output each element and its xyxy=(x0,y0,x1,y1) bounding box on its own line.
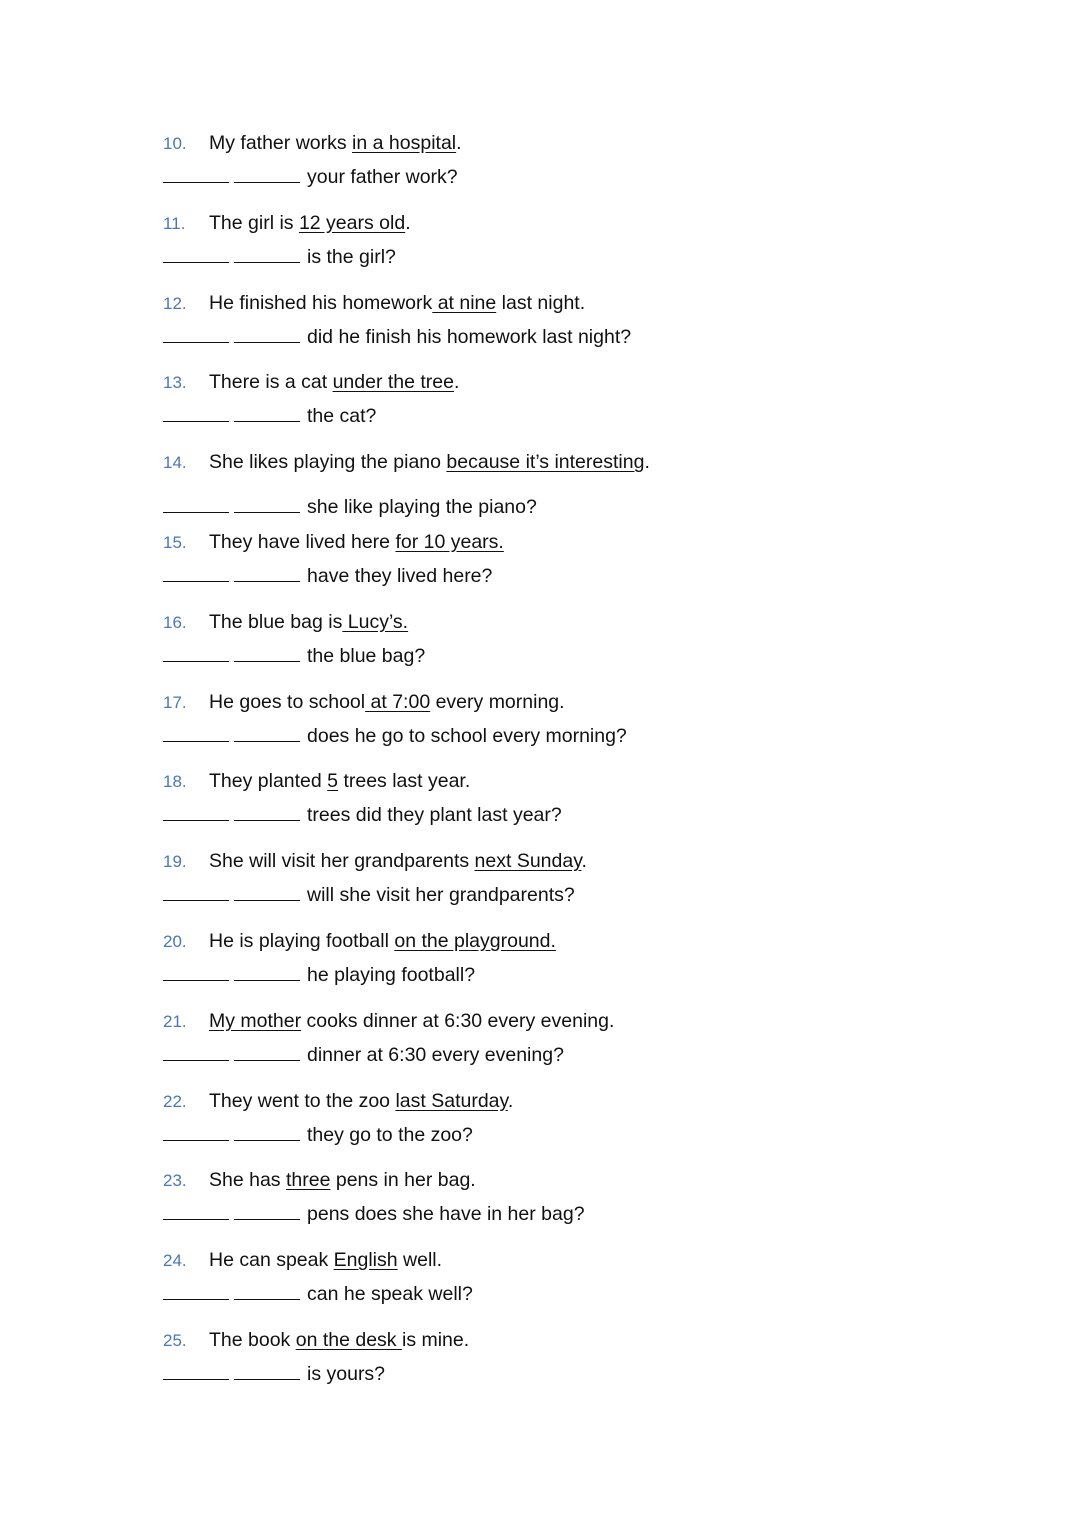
answer-line xyxy=(163,1359,385,1389)
answer-blank[interactable] xyxy=(234,1122,300,1141)
answer-blank[interactable] xyxy=(163,1122,229,1141)
sentence-text: He can speak xyxy=(209,1249,334,1272)
answer-blank[interactable] xyxy=(163,494,229,513)
answer-question-text: have they lived here? xyxy=(307,565,493,587)
question-sentence xyxy=(163,447,650,477)
underlined-phrase: 5 xyxy=(327,770,339,793)
sentence-text: well. xyxy=(397,1249,443,1272)
question-number: 12. xyxy=(163,293,187,313)
answer-line xyxy=(163,1120,473,1150)
answer-blank[interactable] xyxy=(163,962,229,981)
answer-blank[interactable] xyxy=(163,244,229,263)
question-sentence xyxy=(163,607,408,637)
sentence-text: She will visit her grandparents xyxy=(209,850,475,873)
answer-blank[interactable] xyxy=(163,802,229,821)
answer-question-text: he playing football? xyxy=(307,964,476,986)
answer-question-text: does he go to school every morning? xyxy=(307,724,627,747)
sentence-text: trees last year. xyxy=(338,770,471,793)
underlined-phrase: on the desk xyxy=(295,1329,402,1351)
question-sentence xyxy=(163,367,459,397)
answer-blank[interactable] xyxy=(234,962,300,981)
question-number: 10. xyxy=(163,134,187,153)
question-sentence xyxy=(163,1245,442,1275)
answer-question-text: they go to the zoo? xyxy=(307,1123,473,1146)
underlined-phrase: under the tree xyxy=(332,371,454,394)
sentence-text: My father works xyxy=(209,132,353,154)
answer-line xyxy=(163,1199,585,1229)
sentence-text: pens in her bag. xyxy=(330,1169,476,1192)
answer-blank[interactable] xyxy=(234,1361,300,1380)
sentence-text: He is playing football xyxy=(209,930,395,952)
question-sentence xyxy=(163,926,556,956)
question-number: 21. xyxy=(163,1011,187,1031)
underlined-phrase: on the playground. xyxy=(394,930,556,952)
question-sentence xyxy=(163,1006,614,1036)
sentence-text: They planted xyxy=(209,770,328,793)
question-sentence xyxy=(163,1086,513,1116)
answer-blank[interactable] xyxy=(234,1201,300,1220)
sentence-text: is mine. xyxy=(401,1329,470,1351)
answer-blank[interactable] xyxy=(234,164,300,183)
sentence-text: She likes playing the piano xyxy=(209,451,447,474)
answer-blank[interactable] xyxy=(234,643,300,662)
underlined-phrase: last Saturday xyxy=(395,1089,508,1112)
sentence-text: every morning. xyxy=(430,690,565,713)
sentence-text: She has xyxy=(209,1169,286,1192)
answer-blank[interactable] xyxy=(234,563,300,582)
answer-question-text: trees did they plant last year? xyxy=(307,804,562,827)
answer-blank[interactable] xyxy=(234,1042,300,1061)
question-sentence xyxy=(163,527,504,557)
answer-blank[interactable] xyxy=(234,494,300,513)
sentence-text: The book xyxy=(209,1329,296,1351)
answer-line xyxy=(163,641,425,671)
answer-blank[interactable] xyxy=(234,1281,300,1300)
answer-line xyxy=(163,800,562,830)
question-sentence xyxy=(163,128,462,158)
answer-question-text: she like playing the piano? xyxy=(307,496,537,519)
sentence-text: . xyxy=(581,850,587,873)
answer-line xyxy=(163,561,492,591)
sentence-text: The girl is xyxy=(209,211,299,234)
question-sentence xyxy=(163,687,565,717)
sentence-text: . xyxy=(456,132,462,154)
answer-question-text: will she visit her grandparents? xyxy=(307,884,575,907)
underlined-phrase: in a hospital xyxy=(352,132,457,154)
question-number: 25. xyxy=(163,1331,187,1350)
answer-blank[interactable] xyxy=(163,1361,229,1380)
answer-line xyxy=(163,880,575,910)
sentence-text: There is a cat xyxy=(209,371,333,394)
sentence-text: cooks dinner at 6:30 every evening. xyxy=(301,1009,615,1032)
question-sentence xyxy=(163,208,411,238)
underlined-phrase: at nine xyxy=(432,291,497,314)
answer-line xyxy=(163,322,631,352)
answer-blank[interactable] xyxy=(163,1201,229,1220)
answer-blank[interactable] xyxy=(163,403,229,422)
sentence-text: He finished his homework xyxy=(209,291,433,314)
underlined-phrase: because it’s interesting xyxy=(446,451,645,474)
answer-blank[interactable] xyxy=(234,244,300,263)
question-number: 13. xyxy=(163,373,187,393)
question-number: 14. xyxy=(163,453,187,473)
question-number: 22. xyxy=(163,1091,187,1111)
answer-line xyxy=(163,162,458,192)
sentence-text: . xyxy=(405,211,411,234)
underlined-phrase: at 7:00 xyxy=(365,690,431,713)
underlined-phrase: next Sunday xyxy=(474,850,582,873)
underlined-phrase: English xyxy=(333,1249,398,1272)
sentence-text: They have lived here xyxy=(209,531,396,553)
answer-blank[interactable] xyxy=(163,563,229,582)
answer-blank[interactable] xyxy=(163,643,229,662)
question-number: 11. xyxy=(163,213,186,233)
question-sentence xyxy=(163,846,587,876)
sentence-text: . xyxy=(507,1089,514,1112)
question-number: 17. xyxy=(163,692,187,712)
question-number: 19. xyxy=(163,852,187,872)
sentence-text: The blue bag is xyxy=(209,610,343,633)
underlined-phrase: My mother xyxy=(209,1009,302,1032)
answer-blank[interactable] xyxy=(163,1042,229,1061)
sentence-text: last night. xyxy=(496,291,586,314)
sentence-text: He goes to school xyxy=(209,690,366,713)
answer-line xyxy=(163,721,627,751)
answer-question-text: the cat? xyxy=(307,405,377,428)
answer-blank[interactable] xyxy=(163,882,229,901)
answer-blank[interactable] xyxy=(234,882,300,901)
answer-blank[interactable] xyxy=(163,324,229,343)
answer-question-text: is the girl? xyxy=(307,245,396,268)
answer-line xyxy=(163,1040,564,1070)
question-number: 20. xyxy=(163,932,187,951)
answer-question-text: your father work? xyxy=(307,166,458,188)
answer-line xyxy=(163,401,376,431)
question-number: 24. xyxy=(163,1251,187,1271)
underlined-phrase: three xyxy=(285,1169,331,1192)
underlined-phrase: Lucy’s. xyxy=(342,610,409,633)
question-number: 18. xyxy=(163,772,187,792)
answer-question-text: did he finish his homework last night? xyxy=(307,325,632,348)
sentence-text: . xyxy=(644,451,650,474)
answer-blank[interactable] xyxy=(163,1281,229,1300)
sentence-text: They went to the zoo xyxy=(209,1089,396,1112)
question-sentence xyxy=(163,1325,469,1355)
question-sentence xyxy=(163,288,585,318)
question-sentence xyxy=(163,766,470,796)
answer-blank[interactable] xyxy=(163,723,229,742)
answer-blank[interactable] xyxy=(234,802,300,821)
answer-question-text: pens does she have in her bag? xyxy=(307,1203,585,1226)
answer-line xyxy=(163,1279,473,1309)
question-number: 23. xyxy=(163,1171,187,1191)
answer-blank[interactable] xyxy=(234,403,300,422)
question-sentence xyxy=(163,1165,476,1195)
answer-question-text: the blue bag? xyxy=(307,644,426,667)
answer-line xyxy=(163,960,475,990)
answer-question-text: is yours? xyxy=(307,1363,386,1385)
underlined-phrase: 12 years old xyxy=(298,211,406,234)
answer-line xyxy=(163,492,537,522)
question-number: 16. xyxy=(163,612,187,632)
answer-line xyxy=(163,242,396,272)
answer-blank[interactable] xyxy=(234,324,300,343)
answer-question-text: can he speak well? xyxy=(307,1283,473,1306)
answer-question-text: dinner at 6:30 every evening? xyxy=(307,1043,564,1066)
question-number: 15. xyxy=(163,533,187,552)
answer-blank[interactable] xyxy=(163,164,229,183)
underlined-phrase: for 10 years. xyxy=(395,531,504,553)
answer-blank[interactable] xyxy=(234,723,300,742)
sentence-text: . xyxy=(453,371,460,394)
